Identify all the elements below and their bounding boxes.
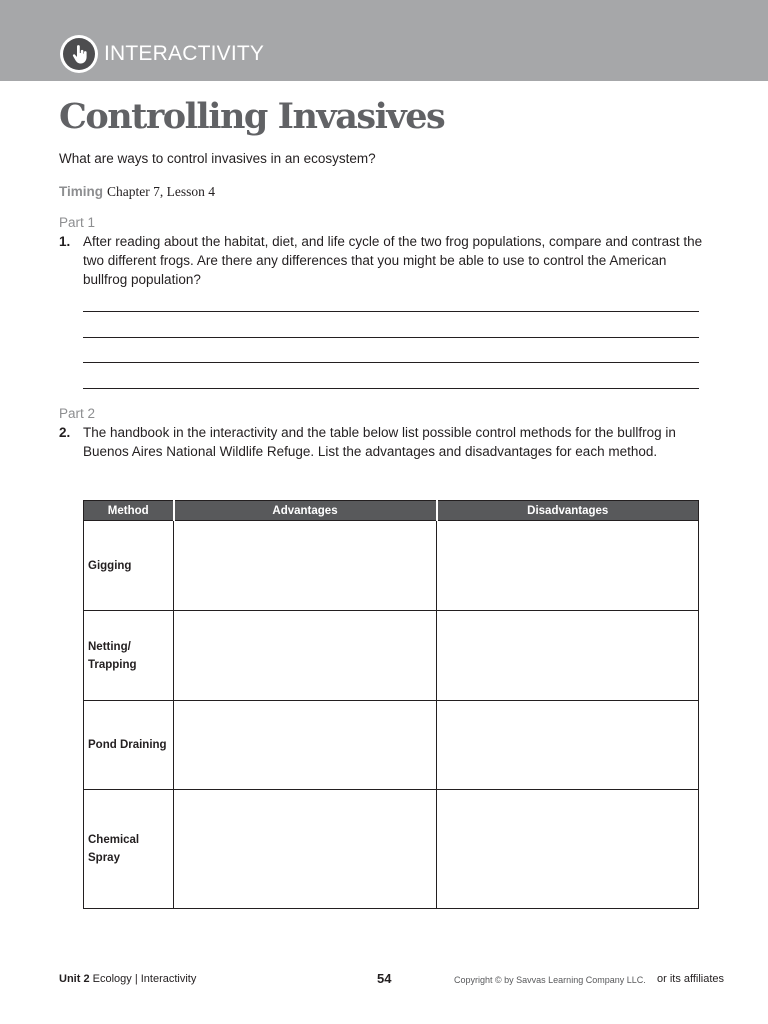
footer-unit-label: Unit 2 — [59, 973, 90, 985]
question-1-text: After reading about the habitat, diet, and life cycle of the two frog populations, compare and contrast the two different frogs. Are there any differences that you might be able to use to control the American bullfrog population? — [83, 234, 703, 287]
table-row — [84, 611, 699, 701]
page-subtitle: What are ways to control invasives in an ecosystem? — [59, 151, 376, 166]
question-2-number: 2. — [59, 425, 71, 440]
method-cell: Chemical Spray — [84, 790, 174, 909]
footer-unit — [59, 973, 196, 985]
disadvantages-cell[interactable] — [437, 611, 699, 701]
part-1-label: Part 1 — [59, 215, 96, 230]
advantages-cell[interactable] — [174, 611, 437, 701]
advantages-cell[interactable] — [174, 521, 437, 611]
method-cell: Pond Draining — [84, 701, 174, 790]
interactivity-banner — [0, 0, 768, 81]
header-disadvantages: Disadvantages — [437, 501, 699, 521]
part-2-label: Part 2 — [59, 406, 96, 421]
header-method: Method — [84, 501, 174, 521]
table-row — [84, 790, 699, 909]
disadvantages-cell[interactable] — [437, 701, 699, 790]
control-methods-table — [83, 500, 699, 909]
disadvantages-cell[interactable] — [437, 521, 699, 611]
footer-copyright: Copyright © by Savvas Learning Company LLC. — [454, 975, 646, 985]
timing-line — [59, 184, 215, 200]
advantages-cell[interactable] — [174, 701, 437, 790]
answer-line[interactable] — [83, 337, 699, 338]
advantages-cell[interactable] — [174, 790, 437, 909]
page-title: Controlling Invasives — [59, 96, 445, 137]
table-header-row — [84, 501, 699, 521]
page-number: 54 — [377, 971, 392, 986]
table-row — [84, 701, 699, 790]
question-2-text: The handbook in the interactivity and the table below list possible control methods for the bullfrog in Buenos Aires National Wildlife Refuge. List the advantages and disadvantages for each method. — [83, 425, 676, 459]
timing-value: Chapter 7, Lesson 4 — [107, 184, 215, 199]
disadvantages-cell[interactable] — [437, 790, 699, 909]
answer-line[interactable] — [83, 388, 699, 389]
header-advantages: Advantages — [174, 501, 437, 521]
method-cell: Gigging — [84, 521, 174, 611]
timing-label: Timing — [59, 184, 104, 199]
question-1-number: 1. — [59, 234, 71, 249]
banner-label: INTERACTIVITY — [104, 42, 265, 65]
method-cell: Netting/ Trapping — [84, 611, 174, 701]
footer-affiliates: or its affiliates — [657, 973, 725, 985]
hand-pointer-icon — [60, 35, 98, 73]
answer-line[interactable] — [83, 362, 699, 363]
answer-line[interactable] — [83, 311, 699, 312]
table-row — [84, 521, 699, 611]
footer-section: Ecology | Interactivity — [92, 973, 197, 985]
